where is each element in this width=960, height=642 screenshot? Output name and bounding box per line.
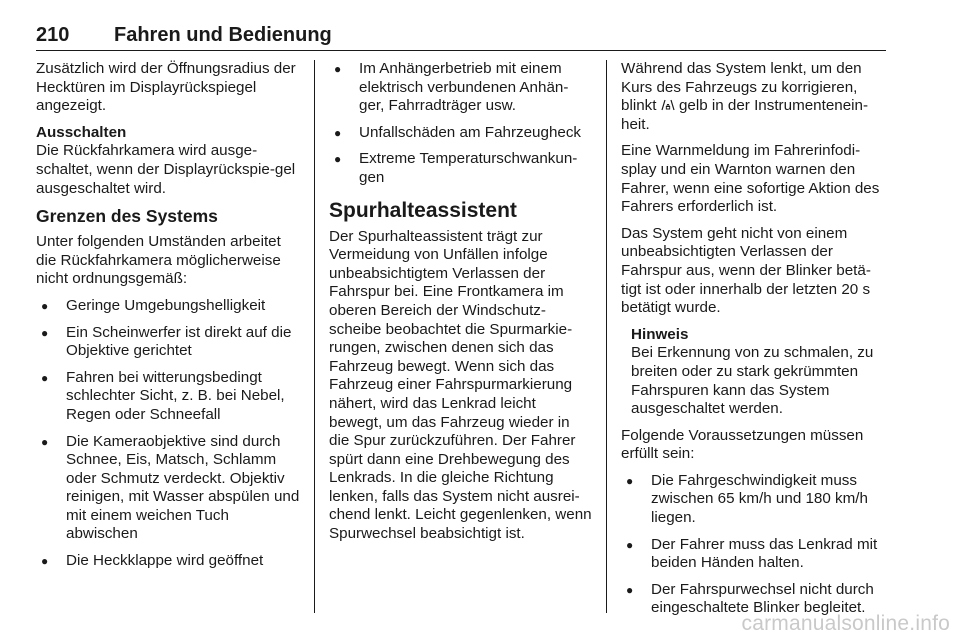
steering-text-end: gelb in der Instrumentenein-heit.: [621, 97, 869, 133]
section-heading-spurhalteassistent: Spurhalteassistent: [329, 198, 517, 222]
column-left: [36, 60, 302, 579]
running-title: Fahren und Bedienung: [114, 24, 332, 46]
list-item: ● Die Fahrgeschwindigkeit muss zwischen 65 km/h und 180 km/h liegen.: [621, 472, 887, 528]
warning-paragraph: Eine Warnmeldung im Fahrerinfodi-splay und ein Warnton warnen den Fahrer, wenn eine sofortige Aktion des Fahrers erforderlich ist.: [621, 142, 880, 216]
section-paragraph: Der Spurhalteassistent trägt zur Vermeidung von Unfällen infolge unbeabsichtigtem Verlassen der Fahrspur bei. Eine Frontkamera im oberen Bereich der Windschutz-scheibe beobachtet die Spurmarkie-rungen, zwischen denen sich das Fahrzeug bewegt. Wenn sich das Fahrzeug einer Fahrspurmarkierung nähert, wird das Lenkrad leicht bewegt, um das Fahrzeug wieder in die Spur zurückzuführen. Der Fahrer spürt dann eine Drehbewegung des Lenkrads. In die gleiche Richtung lenken, falls das System nicht ausrei-chend lenkt. Leicht gegenlenken, wenn Spurwechsel beabsichtigt ist.: [329, 227, 592, 543]
off-paragraph: Die Rückfahrkamera wird ausge-schaltet, wenn der Displayrückspie-gel ausgeschaltet wird.: [36, 142, 296, 197]
indicator-paragraph: Das System geht nicht von einem unbeabsichtigten Verlassen der Fahrspur aus, wenn der Blinker betä-tigt ist oder innerhalb der letzten 20 s betätigt wurde.: [621, 224, 871, 317]
limits-intro: Unter folgenden Umständen arbeitet die Rückfahrkamera möglicherweise nicht ordnungsgemäß:: [36, 233, 281, 288]
list-item: ● Ein Scheinwerfer ist direkt auf die Objektive gerichtet: [36, 324, 302, 361]
column-divider: [314, 60, 315, 613]
list-item: ● Fahren bei witterungsbedingt schlechter Sicht, z. B. bei Nebel, Regen oder Schneefall: [36, 369, 302, 425]
requirements-list: [621, 472, 887, 618]
list-item: ● Der Fahrspurwechsel nicht durch eingeschaltete Blinker begleitet.: [621, 581, 887, 618]
list-item: ● Die Kameraobjektive sind durch Schnee, Eis, Matsch, Schlamm oder Schmutz verdeckt. Objektiv reinigen, mit Wasser abspülen und mit einem weichen Tuch abwischen: [36, 433, 302, 545]
limits-list: [36, 297, 302, 571]
limits-list-continued: [329, 60, 593, 188]
note-heading: Hinweis: [631, 325, 689, 343]
list-item: ● Im Anhängerbetrieb mit einem elektrisch verbundenen Anhän-ger, Fahrradträger usw.: [329, 60, 593, 116]
heading-grenzen: Grenzen des Systems: [36, 206, 218, 227]
lane-keep-assist-icon: [661, 98, 675, 110]
list-item: ● Extreme Temperaturschwankun-gen: [329, 150, 593, 187]
subheading-ausschalten: Ausschalten: [36, 123, 127, 141]
list-item: ● Die Heckklappe wird geöffnet: [36, 552, 302, 571]
steering-paragraph: [621, 60, 887, 134]
list-item: ● Der Fahrer muss das Lenkrad mit beiden Händen halten.: [621, 536, 887, 573]
note-box: [631, 326, 887, 419]
column-divider: [606, 60, 607, 613]
note-text: Bei Erkennung von zu schmalen, zu breiten oder zu stark gekrümmten Fahrspuren kann das System ausgeschaltet werden.: [631, 344, 874, 418]
steering-text-start: Während das System lenkt, um den Kurs des Fahrzeugs zu korrigieren, blinkt: [621, 60, 862, 115]
intro-paragraph: Zusätzlich wird der Öffnungsradius der Hecktüren im Displayrückspiegel angezeigt.: [36, 60, 296, 115]
page-header: [36, 22, 886, 51]
watermark: carmanualsonline.info: [741, 612, 950, 635]
requirements-intro: Folgende Voraussetzungen müssen erfüllt sein:: [621, 426, 864, 463]
column-right: [621, 60, 887, 626]
page-number: 210: [36, 24, 70, 46]
column-middle: [329, 60, 593, 552]
list-item: ● Geringe Umgebungshelligkeit: [36, 297, 302, 316]
list-item: ● Unfallschäden am Fahrzeugheck: [329, 124, 593, 143]
